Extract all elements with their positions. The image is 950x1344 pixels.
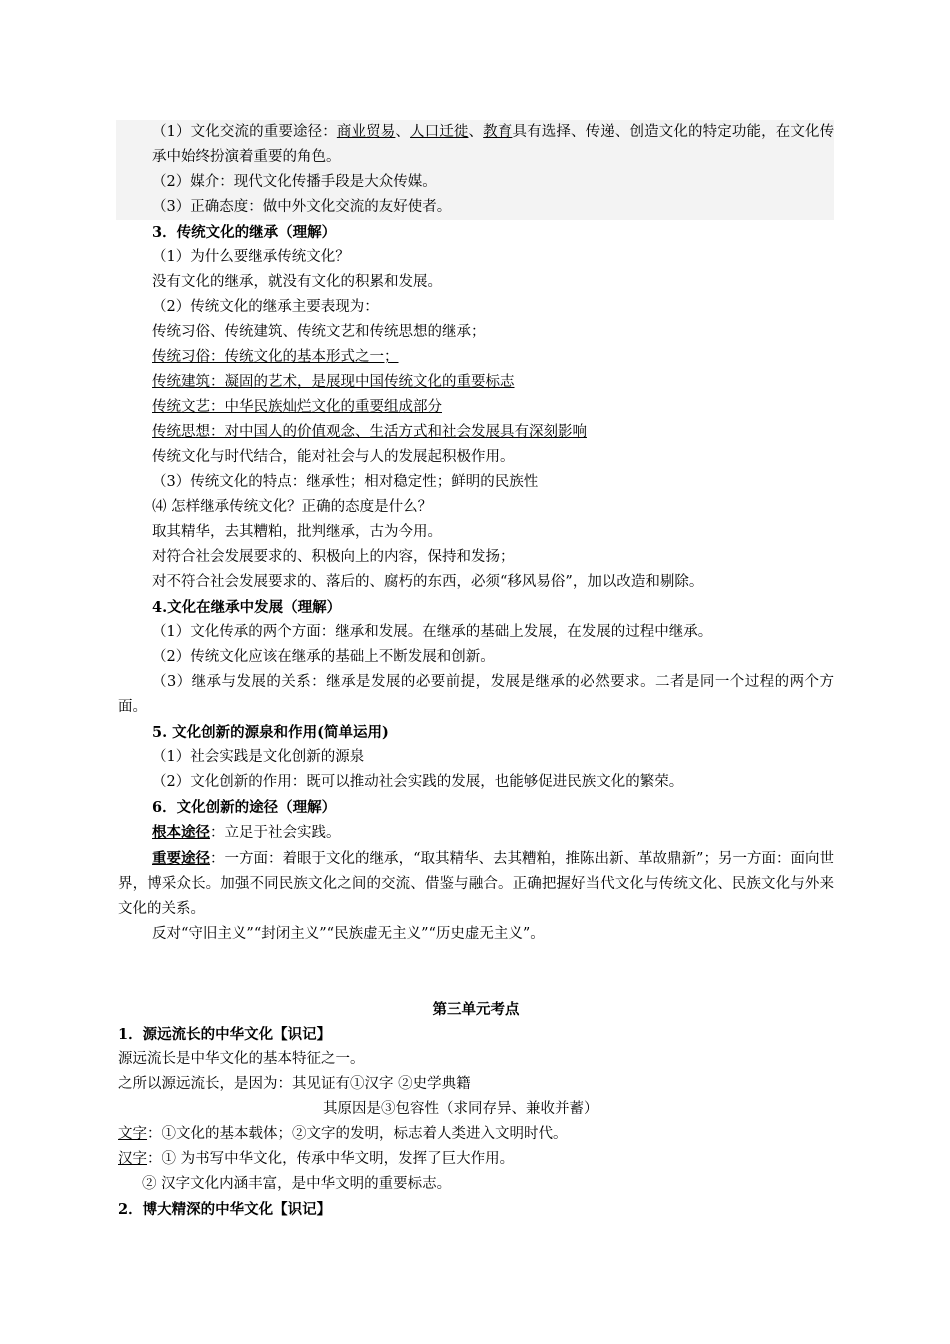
document-page xyxy=(118,120,834,1222)
section-6-root-path xyxy=(118,820,834,846)
section-6-important-path xyxy=(118,846,834,922)
unit-3-line-4 xyxy=(118,1122,834,1147)
section-3-question-3: （3）传统文化的特点：继承性；相对稳定性；鲜明的民族性 xyxy=(152,474,539,490)
text: 传统建筑：凝固的艺术，是展现中国传统文化的重要标志 xyxy=(152,374,515,390)
section-3-question-4: ⑷ 怎样继承传统文化？正确的态度是什么？ xyxy=(152,499,433,515)
exchange-block xyxy=(116,120,834,220)
section-3-question-2: （2）传统文化的继承主要表现为： xyxy=(152,299,379,315)
section-5-heading: 5. 文化创新的源泉和作用(简单运用) xyxy=(152,724,389,741)
section-3-answer-4a: 取其精华，去其糟粕，批判继承，古为今用。 xyxy=(152,524,442,540)
section-3-answer-2: 传统习俗、传统建筑、传统文艺和传统思想的继承； xyxy=(152,324,486,340)
root-path-label: 根本途径 xyxy=(152,824,210,841)
section-3-heading: 3．传统文化的继承（理解） xyxy=(152,224,337,241)
text: 、 xyxy=(395,124,411,140)
important-path-label: 重要途径 xyxy=(152,850,211,867)
section-3-times: 传统文化与时代结合，能对社会与人的发展起积极作用。 xyxy=(152,449,515,465)
text: ：① 为书写中华文化，传承中华文明，发挥了巨大作用。 xyxy=(147,1151,515,1167)
unit-3-heading-2: 2．博大精深的中华文化【识记】 xyxy=(118,1201,332,1218)
section-3-answer-1: 没有文化的继承，就没有文化的积累和发展。 xyxy=(152,274,442,290)
section-3-question-1: （1）为什么要继承传统文化？ xyxy=(152,249,350,265)
exchange-paragraph-1 xyxy=(118,120,834,170)
section-6-oppose: 反对“守旧主义”“封闭主义”“民族虚无主义”“历史虚无主义”。 xyxy=(152,926,545,942)
text: （1）文化交流的重要途径： xyxy=(152,124,337,140)
section-5-paragraph-1: （1）社会实践是文化创新的源泉 xyxy=(152,749,365,765)
section-3-answer-4b: 对符合社会发展要求的、积极向上的内容，保持和发扬； xyxy=(152,549,515,565)
underlined-term: 商业贸易 xyxy=(336,124,396,140)
section-4-paragraph-1: （1）文化传承的两个方面：继承和发展。在继承的基础上发展，在发展的过程中继承。 xyxy=(152,624,713,640)
underlined-architecture xyxy=(118,370,834,395)
exchange-paragraph-3: （3）正确态度：做中外文化交流的友好使者。 xyxy=(152,199,452,215)
text: 传统文艺：中华民族灿烂文化的重要组成部分 xyxy=(152,399,442,415)
text: 传统习俗：传统文化的基本形式之一； xyxy=(152,349,399,365)
text: 传统思想：对中国人的价值观念、生活方式和社会发展具有深刻影响 xyxy=(152,424,587,440)
text: 、 xyxy=(468,124,484,140)
unit-3-line-6: ② 汉字文化内涵丰富，是中华文明的重要标志。 xyxy=(142,1176,452,1192)
text: ：立足于社会实践。 xyxy=(210,825,341,841)
section-4-paragraph-2: （2）传统文化应该在继承的基础上不断发展和创新。 xyxy=(152,649,495,665)
underlined-term: 教育 xyxy=(483,124,513,140)
underlined-customs xyxy=(118,345,834,370)
text: ：①文化的基本载体；②文字的发明，标志着人类进入文明时代。 xyxy=(147,1126,568,1142)
spacer xyxy=(118,947,834,997)
unit-3-line-2: 之所以源远流长，是因为：其见证有①汉字 ②史学典籍 xyxy=(118,1076,471,1092)
section-4-paragraph-3: （3）继承与发展的关系：继承是发展的必要前提，发展是继承的必然要求。二者是同一个过程的两个方面。 xyxy=(118,674,834,715)
section-5-paragraph-2: （2）文化创新的作用：既可以推动社会实践的发展，也能够促进民族文化的繁荣。 xyxy=(152,774,684,790)
section-6-heading: 6．文化创新的途径（理解） xyxy=(152,799,337,816)
exchange-paragraph-2: （2）媒介：现代文化传播手段是大众传媒。 xyxy=(152,174,437,190)
unit-3-line-1: 源远流长是中华文化的基本特征之一。 xyxy=(118,1051,365,1067)
section-3-answer-4c: 对不符合社会发展要求的、落后的、腐朽的东西，必须“移风易俗”，加以改造和剔除。 xyxy=(152,574,704,590)
unit-3-heading-1: 1．源远流长的中华文化【识记】 xyxy=(118,1026,332,1043)
unit-3-title: 第三单元考点 xyxy=(432,1001,520,1018)
underlined-arts xyxy=(118,395,834,420)
writing-label: 文字 xyxy=(118,1126,147,1142)
underlined-thought xyxy=(118,420,834,445)
unit-3-line-3: 其原因是③包容性（求同存异、兼收并蓄） xyxy=(323,1101,599,1117)
text: 具有选择、传递、创造文化的特定功能，在文化传承中始终扮演着重要的角色。 xyxy=(152,124,835,165)
underlined-term: 人口迁徙 xyxy=(410,124,469,140)
section-4-heading: 4.文化在继承中发展（理解） xyxy=(152,599,342,616)
chinese-characters-label: 汉字 xyxy=(118,1151,147,1167)
text: ：一方面：着眼于文化的继承，“取其精华、去其糟粕，推陈出新、革故鼎新”；另一方面：面向世界，博采众长。加强不同民族文化之间的交流、借鉴与融合。正确把握好当代文化与传统文化、民族文化与外来文化的关系。 xyxy=(118,851,834,917)
unit-3-line-5 xyxy=(118,1147,834,1172)
